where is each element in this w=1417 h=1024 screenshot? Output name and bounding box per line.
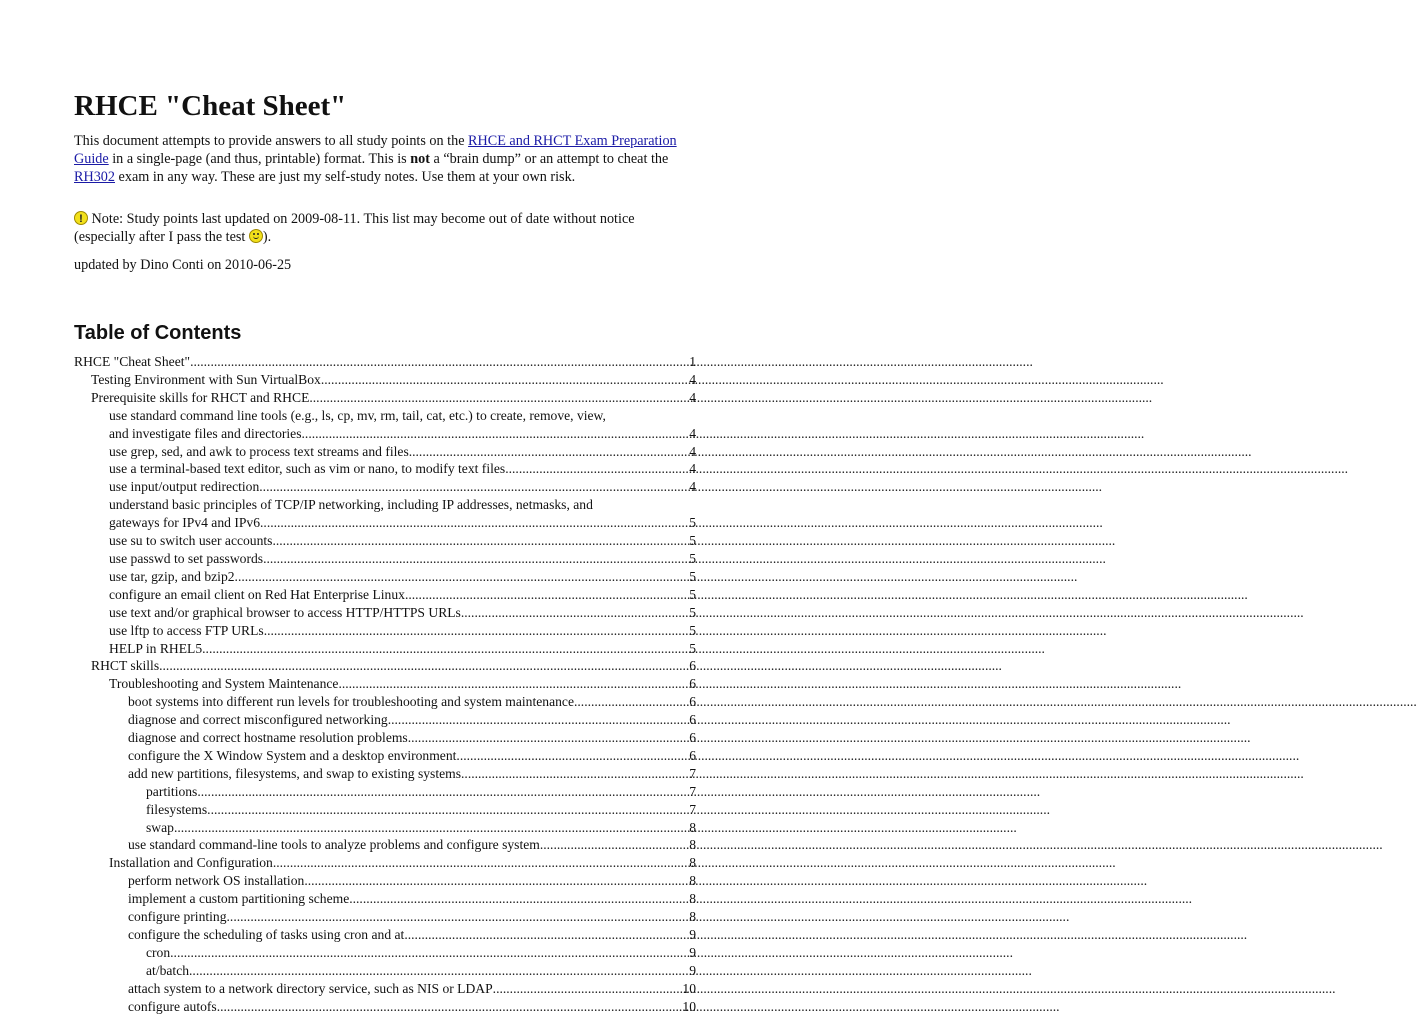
toc-entry[interactable]: [74, 586, 696, 604]
document-title: RHCE "Cheat Sheet": [74, 90, 347, 122]
toc-entry[interactable]: [74, 962, 696, 980]
toc-entry[interactable]: [74, 783, 696, 801]
toc-entry[interactable]: [74, 908, 696, 926]
toc-dot-leader: [263, 550, 689, 568]
toc-entry-text: perform network OS installation: [128, 873, 305, 889]
toc-entry[interactable]: [74, 819, 696, 837]
toc-page-number: 10: [682, 998, 696, 1014]
toc-dot-leader: [304, 872, 689, 890]
toc-dot-leader: [190, 353, 689, 371]
toc-entry[interactable]: [74, 371, 696, 389]
toc-page-number: 9: [689, 927, 696, 942]
toc-entry[interactable]: [74, 604, 696, 622]
toc-entry[interactable]: [74, 944, 696, 962]
toc-entry-text: partitions: [146, 783, 198, 799]
toc-page-number: 5: [689, 533, 696, 549]
toc-page-number: 8: [689, 855, 696, 871]
intro-text: in a single-page (and thus, printable) format. This is: [108, 151, 411, 167]
toc-dot-leader: [235, 568, 690, 586]
toc-entry[interactable]: [74, 640, 696, 658]
toc-entry-text: swap: [146, 819, 174, 835]
toc-entry-text: configure the scheduling of tasks using cron and at: [128, 927, 405, 942]
toc-entry[interactable]: [74, 747, 696, 765]
toc-entry-text-line: understand basic principles of TCP/IP networking, including IP addresses, netmasks, and: [109, 497, 593, 513]
toc-entry[interactable]: [74, 443, 696, 461]
intro-text: This document attempts to provide answers to all study points on the: [74, 133, 469, 149]
toc-entry-text: HELP in RHEL5: [109, 640, 203, 656]
toc-page-number: 5: [689, 515, 696, 531]
toc-entry-text: Prerequisite skills for RHCT and RHCE: [91, 389, 310, 405]
toc-dot-leader: [505, 460, 689, 478]
toc-entry-text: RHCE "Cheat Sheet": [74, 354, 191, 369]
toc-page-number: 4: [689, 443, 696, 459]
intro-text: a “brain dump” or an attempt to cheat the: [429, 151, 669, 167]
toc-entry[interactable]: [74, 836, 696, 854]
toc-dot-leader: [540, 836, 689, 854]
toc-dot-leader: [302, 425, 690, 443]
updated-by-line: updated by Dino Conti on 2010-06-25: [74, 257, 292, 273]
toc-page-number: 8: [689, 891, 696, 907]
toc-entry[interactable]: [74, 765, 696, 783]
toc-entry[interactable]: [74, 854, 696, 872]
toc-dot-leader: [574, 693, 689, 711]
toc-dot-leader: [207, 801, 689, 819]
toc-entry-text: and investigate files and directories: [109, 425, 302, 441]
toc-page-number: 8: [689, 819, 696, 835]
toc-page-number: 1: [689, 354, 696, 369]
toc-entry-text: boot systems into different run levels for troubleshooting and system maintenance: [128, 694, 574, 710]
toc-dot-leader: [217, 998, 683, 1016]
toc-entry-text: configure autofs: [128, 998, 217, 1014]
toc-dot-leader: [408, 729, 689, 747]
toc-page-number: 5: [689, 622, 696, 638]
toc-entry-text: use tar, gzip, and bzip2: [109, 568, 235, 584]
toc-entry[interactable]: [74, 675, 696, 693]
toc-dot-leader: [159, 657, 689, 675]
toc-page-number: 5: [689, 640, 696, 656]
toc-entry-text: use su to switch user accounts: [109, 533, 273, 549]
toc-entry-text: diagnose and correct misconfigured networking: [128, 712, 388, 728]
toc-dot-leader: [309, 389, 689, 407]
toc-dot-leader: [349, 890, 689, 908]
toc-entry-text: Troubleshooting and System Maintenance: [109, 676, 339, 692]
toc-entry-text: use a terminal-based text editor, such as vim or nano, to modify text files: [109, 461, 506, 477]
toc-dot-leader: [260, 514, 689, 532]
intro-text: exam in any way. These are just my self-study notes. Use them at your own risk.: [115, 169, 576, 185]
note-paragraph: [74, 210, 696, 246]
toc-entry[interactable]: [74, 980, 696, 998]
toc-entry-text: use standard command-line tools to analyze problems and configure system: [128, 837, 540, 853]
toc-page-number: 8: [689, 873, 696, 889]
toc-entry-text: use grep, sed, and awk to process text streams and files: [109, 443, 409, 459]
toc-page-number: 5: [689, 586, 696, 602]
toc-entry-text: Testing Environment with Sun VirtualBox: [91, 371, 321, 387]
toc-entry-text: use lftp to access FTP URLs: [109, 622, 264, 638]
intro-paragraph: [74, 132, 696, 186]
toc-dot-leader: [272, 532, 689, 550]
toc-dot-leader: [202, 640, 689, 658]
toc-dot-leader: [259, 478, 689, 496]
toc-dot-leader: [405, 586, 689, 604]
toc-dot-leader: [409, 443, 689, 461]
toc-entry[interactable]: [74, 801, 696, 819]
rh302-link[interactable]: RH302: [74, 169, 115, 185]
toc-page-number: 4: [689, 371, 696, 387]
toc-entry[interactable]: [74, 622, 696, 640]
toc-entry-text: add new partitions, filesystems, and swap to existing systems: [128, 765, 462, 781]
toc-page-number: 4: [689, 425, 696, 441]
toc-page-number: 6: [689, 747, 696, 763]
toc-page-number: 4: [689, 479, 696, 495]
note-text: Note: Study points last updated on 2009-08-11. This list may become out of date without notice (especially after I pass the test: [74, 211, 635, 245]
toc-entry-text: filesystems: [146, 801, 208, 817]
toc-dot-leader: [388, 711, 689, 729]
toc-entry-text: Installation and Configuration: [109, 855, 273, 871]
toc-page-number: 7: [689, 801, 696, 817]
toc-page-number: 5: [689, 568, 696, 584]
toc-dot-leader: [264, 622, 690, 640]
toc-entry[interactable]: [74, 460, 696, 478]
toc-page-number: 7: [689, 765, 696, 781]
toc-page-number: 6: [689, 658, 696, 674]
toc-page-number: 6: [689, 730, 696, 746]
toc-page-number: 10: [682, 980, 696, 996]
toc-dot-leader: [227, 908, 690, 926]
table-of-contents: [74, 353, 696, 1016]
toc-dot-leader: [189, 962, 689, 980]
toc-entry-text: attach system to a network directory service, such as NIS or LDAP: [128, 980, 493, 996]
toc-entry[interactable]: [74, 693, 696, 711]
toc-entry-text-line: use standard command line tools (e.g., ls, cp, mv, rm, tail, cat, etc.) to create, remove, view,: [109, 407, 606, 423]
toc-entry-text: use input/output redirection: [109, 479, 260, 495]
toc-entry[interactable]: [74, 926, 696, 944]
toc-entry-text: configure an email client on Red Hat Enterprise Linux: [109, 586, 405, 602]
exam-guide-link[interactable]: RHCE and RHCT Exam Preparation Guide: [74, 133, 677, 167]
toc-dot-leader: [197, 783, 689, 801]
toc-entry[interactable]: [74, 568, 696, 586]
toc-entry[interactable]: [74, 711, 696, 729]
toc-entry[interactable]: [74, 998, 696, 1016]
toc-dot-leader: [273, 854, 689, 872]
toc-entry-text: gateways for IPv4 and IPv6: [109, 515, 261, 531]
toc-entry[interactable]: [74, 389, 696, 407]
toc-page-number: 5: [689, 604, 696, 620]
toc-dot-leader: [170, 944, 689, 962]
toc-dot-leader: [404, 926, 689, 944]
intro-bold-text: not: [410, 151, 430, 167]
toc-page-number: 8: [689, 837, 696, 853]
toc-page-number: 9: [689, 944, 696, 960]
toc-entry[interactable]: [74, 872, 696, 890]
toc-entry[interactable]: [74, 729, 696, 747]
warning-icon: [74, 211, 88, 225]
toc-entry-text: use text and/or graphical browser to access HTTP/HTTPS URLs: [109, 604, 461, 620]
toc-page-number: 9: [689, 962, 696, 978]
toc-entry-text: cron: [146, 944, 171, 960]
toc-entry-text: at/batch: [146, 962, 190, 978]
toc-entry-text: implement a custom partitioning scheme: [128, 891, 350, 907]
smiley-icon: [249, 229, 263, 243]
toc-entry[interactable]: [74, 550, 696, 568]
toc-heading: Table of Contents: [74, 322, 242, 344]
toc-entry-text: configure printing: [128, 909, 227, 925]
toc-dot-leader: [338, 675, 689, 693]
toc-entry[interactable]: [74, 496, 696, 532]
toc-dot-leader: [493, 980, 683, 998]
toc-entry-text: configure the X Window System and a desktop environment: [128, 747, 457, 763]
note-text: ).: [262, 229, 272, 245]
toc-entry-text: use passwd to set passwords: [109, 550, 264, 566]
toc-page-number: 6: [689, 712, 696, 728]
toc-page-number: 5: [689, 550, 696, 566]
toc-dot-leader: [321, 371, 689, 389]
toc-entry[interactable]: [74, 890, 696, 908]
toc-page-number: 8: [689, 909, 696, 925]
toc-entry[interactable]: [74, 478, 696, 496]
toc-entry-text: diagnose and correct hostname resolution problems: [128, 730, 408, 746]
toc-dot-leader: [174, 819, 689, 837]
toc-page-number: 4: [689, 389, 696, 405]
toc-page-number: 4: [689, 461, 696, 477]
toc-entry[interactable]: [74, 532, 696, 550]
toc-entry-text: RHCT skills: [91, 658, 160, 674]
toc-entry[interactable]: [74, 353, 696, 371]
toc-page-number: 6: [689, 676, 696, 692]
toc-dot-leader: [456, 747, 689, 765]
toc-entry[interactable]: [74, 407, 696, 443]
toc-dot-leader: [461, 765, 689, 783]
toc-entry[interactable]: [74, 657, 696, 675]
toc-page-number: 6: [689, 694, 696, 710]
toc-dot-leader: [461, 604, 689, 622]
toc-page-number: 7: [689, 783, 696, 799]
